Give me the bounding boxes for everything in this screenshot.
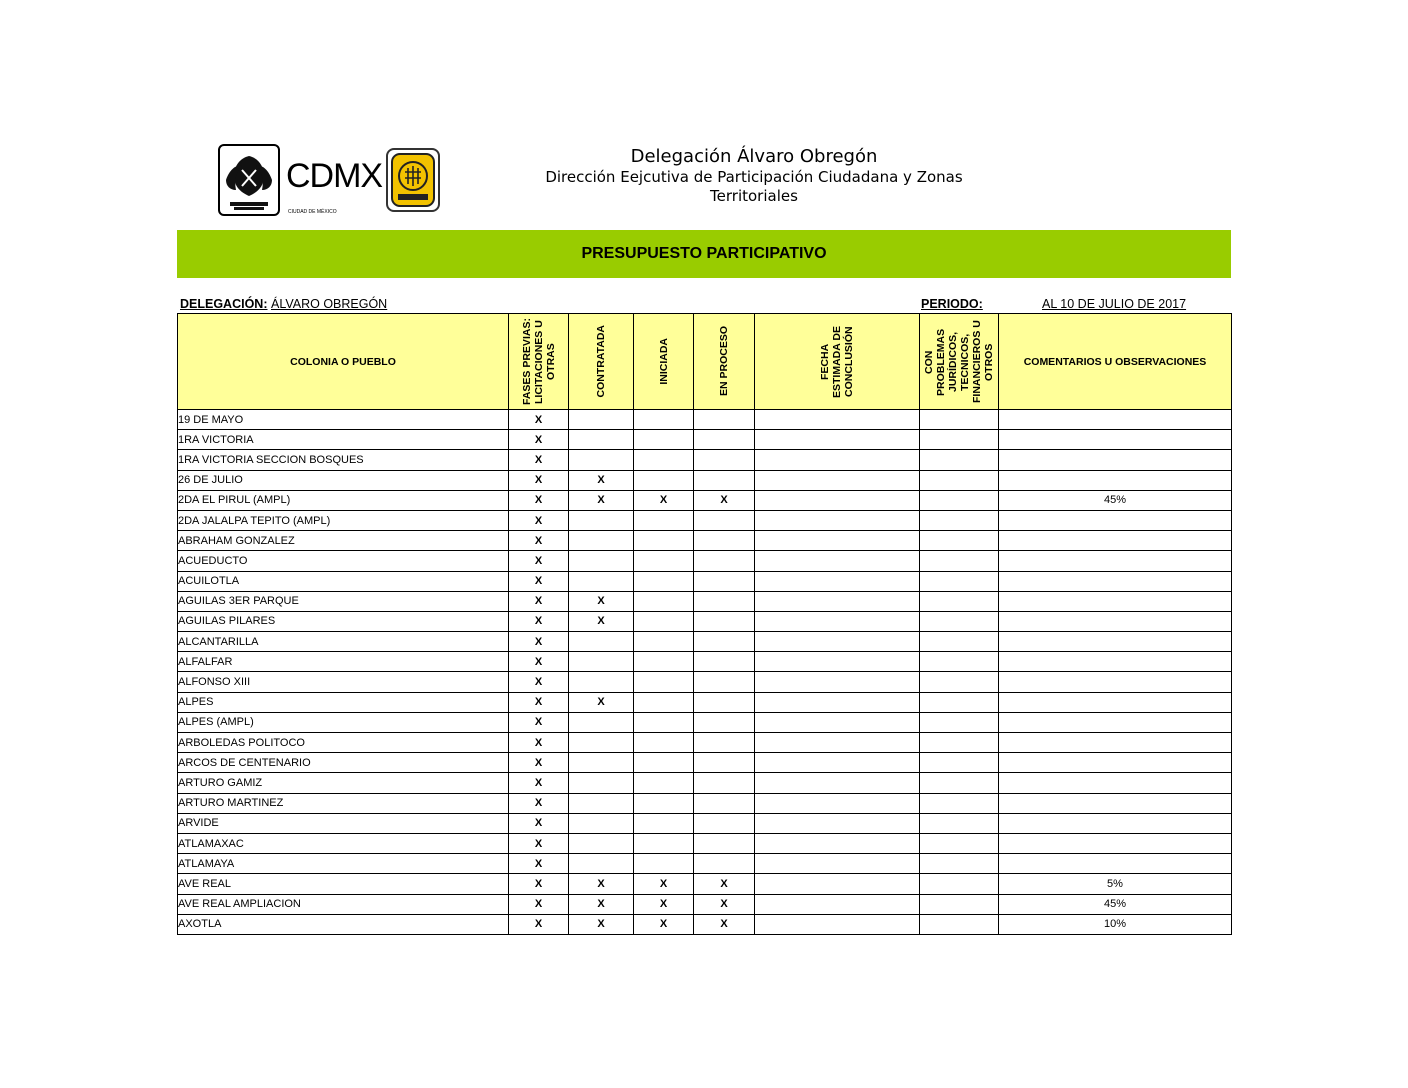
header-fecha bbox=[755, 314, 920, 410]
colonia-cell: ARTURO GAMIZ bbox=[178, 773, 509, 793]
iniciada-cell bbox=[634, 854, 694, 874]
fases-cell: X bbox=[509, 813, 569, 833]
periodo-label: PERIODO: bbox=[921, 297, 983, 311]
contratada-cell bbox=[569, 632, 634, 652]
table-row bbox=[178, 793, 1232, 813]
table-row bbox=[178, 591, 1232, 611]
iniciada-cell bbox=[634, 632, 694, 652]
fases-cell: X bbox=[509, 914, 569, 934]
iniciada-cell bbox=[634, 773, 694, 793]
table-row bbox=[178, 510, 1232, 530]
en-proceso-cell bbox=[694, 611, 755, 631]
contratada-cell bbox=[569, 813, 634, 833]
comentarios-cell: 5% bbox=[999, 874, 1232, 894]
en-proceso-cell bbox=[694, 793, 755, 813]
table-row bbox=[178, 571, 1232, 591]
fecha-cell bbox=[755, 672, 920, 692]
colonia-cell: AGUILAS PILARES bbox=[178, 611, 509, 631]
table-row bbox=[178, 914, 1232, 934]
en-proceso-cell bbox=[694, 450, 755, 470]
comentarios-cell bbox=[999, 854, 1232, 874]
iniciada-cell bbox=[634, 712, 694, 732]
fases-cell: X bbox=[509, 833, 569, 853]
iniciada-cell: X bbox=[634, 914, 694, 934]
comentarios-cell bbox=[999, 450, 1232, 470]
colonia-cell: AGUILAS 3ER PARQUE bbox=[178, 591, 509, 611]
header-en-proceso-label: EN PROCESO bbox=[718, 326, 730, 397]
fases-cell: X bbox=[509, 733, 569, 753]
delegacion-value: ÁLVARO OBREGÓN bbox=[270, 297, 388, 311]
fases-cell: X bbox=[509, 753, 569, 773]
en-proceso-cell bbox=[694, 813, 755, 833]
header-logos bbox=[218, 144, 440, 216]
comentarios-cell bbox=[999, 470, 1232, 490]
fecha-cell bbox=[755, 813, 920, 833]
contratada-cell bbox=[569, 712, 634, 732]
budget-status-table bbox=[177, 313, 1232, 935]
fases-cell: X bbox=[509, 793, 569, 813]
fecha-cell bbox=[755, 753, 920, 773]
fases-cell: X bbox=[509, 470, 569, 490]
contratada-cell bbox=[569, 672, 634, 692]
table-row bbox=[178, 672, 1232, 692]
fases-cell: X bbox=[509, 510, 569, 530]
header-iniciada-label: INICIADA bbox=[657, 338, 670, 385]
fases-cell: X bbox=[509, 430, 569, 450]
comentarios-cell bbox=[999, 753, 1232, 773]
contratada-cell bbox=[569, 450, 634, 470]
en-proceso-cell: X bbox=[694, 490, 755, 510]
contratada-cell bbox=[569, 733, 634, 753]
contratada-cell bbox=[569, 571, 634, 591]
comentarios-cell bbox=[999, 712, 1232, 732]
eagle-emblem-logo bbox=[218, 144, 280, 216]
contratada-cell: X bbox=[569, 591, 634, 611]
fecha-cell bbox=[755, 833, 920, 853]
contratada-cell bbox=[569, 652, 634, 672]
header-problemas bbox=[920, 314, 999, 410]
header-comentarios: COMENTARIOS U OBSERVACIONES bbox=[999, 314, 1232, 410]
contratada-cell: X bbox=[569, 692, 634, 712]
fases-cell: X bbox=[509, 672, 569, 692]
table-header-row bbox=[178, 314, 1232, 410]
table-row bbox=[178, 632, 1232, 652]
colonia-cell: 19 DE MAYO bbox=[178, 410, 509, 430]
header-en-proceso bbox=[694, 314, 755, 410]
iniciada-cell bbox=[634, 611, 694, 631]
header-fases-label: FASES PREVIAS: LICITACIONES U OTRAS bbox=[520, 318, 557, 405]
comentarios-cell bbox=[999, 571, 1232, 591]
iniciada-cell bbox=[634, 793, 694, 813]
table-row bbox=[178, 652, 1232, 672]
fases-cell: X bbox=[509, 894, 569, 914]
iniciada-cell bbox=[634, 672, 694, 692]
fecha-cell bbox=[755, 450, 920, 470]
problemas-cell bbox=[920, 611, 999, 631]
iniciada-cell bbox=[634, 510, 694, 530]
fases-cell: X bbox=[509, 692, 569, 712]
colonia-cell: 1RA VICTORIA bbox=[178, 430, 509, 450]
en-proceso-cell bbox=[694, 854, 755, 874]
en-proceso-cell bbox=[694, 733, 755, 753]
problemas-cell bbox=[920, 551, 999, 571]
problemas-cell bbox=[920, 733, 999, 753]
colonia-cell: AVE REAL AMPLIACION bbox=[178, 894, 509, 914]
problemas-cell bbox=[920, 591, 999, 611]
iniciada-cell: X bbox=[634, 874, 694, 894]
header-contratada-label: CONTRATADA bbox=[595, 325, 607, 398]
header-problemas-label: CON PROBLEMAS JURÍDICOS, TECNICOS, FINANCIEROS U OTROS bbox=[923, 320, 995, 403]
header-fecha-label: FECHA ESTIMADA DE CONCLUSIÓN bbox=[819, 325, 855, 398]
contratada-cell bbox=[569, 773, 634, 793]
delegacion-seal-logo bbox=[386, 148, 440, 212]
iniciada-cell bbox=[634, 813, 694, 833]
colonia-cell: ATLAMAXAC bbox=[178, 833, 509, 853]
iniciada-cell bbox=[634, 410, 694, 430]
table-row bbox=[178, 410, 1232, 430]
iniciada-cell bbox=[634, 733, 694, 753]
iniciada-cell bbox=[634, 430, 694, 450]
document-title: Delegación Álvaro Obregón bbox=[630, 146, 878, 167]
cdmx-logo bbox=[286, 157, 383, 215]
problemas-cell bbox=[920, 894, 999, 914]
colonia-cell: ALFONSO XIII bbox=[178, 672, 509, 692]
problemas-cell bbox=[920, 531, 999, 551]
colonia-cell: ACUILOTLA bbox=[178, 571, 509, 591]
fases-cell: X bbox=[509, 551, 569, 571]
section-banner bbox=[177, 230, 1231, 278]
comentarios-cell bbox=[999, 672, 1232, 692]
contratada-cell bbox=[569, 551, 634, 571]
en-proceso-cell bbox=[694, 470, 755, 490]
comentarios-cell: 45% bbox=[999, 490, 1232, 510]
problemas-cell bbox=[920, 470, 999, 490]
fases-cell: X bbox=[509, 854, 569, 874]
periodo-value: AL 10 DE JULIO DE 2017 bbox=[1042, 297, 1187, 311]
colonia-cell: 2DA JALALPA TEPITO (AMPL) bbox=[178, 510, 509, 530]
fecha-cell bbox=[755, 712, 920, 732]
table-row bbox=[178, 470, 1232, 490]
table-row bbox=[178, 733, 1232, 753]
iniciada-cell bbox=[634, 692, 694, 712]
table-row bbox=[178, 430, 1232, 450]
problemas-cell bbox=[920, 692, 999, 712]
fecha-cell bbox=[755, 591, 920, 611]
iniciada-cell: X bbox=[634, 490, 694, 510]
comentarios-cell: 45% bbox=[999, 894, 1232, 914]
table-body bbox=[178, 410, 1232, 935]
colonia-cell: ARVIDE bbox=[178, 813, 509, 833]
table-row bbox=[178, 450, 1232, 470]
header-fases bbox=[509, 314, 569, 410]
table-row bbox=[178, 833, 1232, 853]
fecha-cell bbox=[755, 510, 920, 530]
iniciada-cell bbox=[634, 551, 694, 571]
fecha-cell bbox=[755, 430, 920, 450]
en-proceso-cell: X bbox=[694, 874, 755, 894]
colonia-cell: 2DA EL PIRUL (AMPL) bbox=[178, 490, 509, 510]
colonia-cell: ALFALFAR bbox=[178, 652, 509, 672]
comentarios-cell bbox=[999, 551, 1232, 571]
problemas-cell bbox=[920, 571, 999, 591]
table-row bbox=[178, 854, 1232, 874]
en-proceso-cell: X bbox=[694, 914, 755, 934]
fecha-cell bbox=[755, 874, 920, 894]
fases-cell: X bbox=[509, 531, 569, 551]
document-subtitle-line1: Dirección Eejcutiva de Participación Ciudadana y Zonas bbox=[545, 168, 963, 186]
comentarios-cell bbox=[999, 430, 1232, 450]
problemas-cell bbox=[920, 773, 999, 793]
fases-cell: X bbox=[509, 450, 569, 470]
contratada-cell bbox=[569, 510, 634, 530]
table-row bbox=[178, 692, 1232, 712]
periodo-value-wrap bbox=[1042, 296, 1186, 312]
colonia-cell: ACUEDUCTO bbox=[178, 551, 509, 571]
comentarios-cell bbox=[999, 611, 1232, 631]
fases-cell: X bbox=[509, 712, 569, 732]
problemas-cell bbox=[920, 510, 999, 530]
problemas-cell bbox=[920, 712, 999, 732]
en-proceso-cell bbox=[694, 692, 755, 712]
problemas-cell bbox=[920, 490, 999, 510]
en-proceso-cell bbox=[694, 531, 755, 551]
header-colonia: COLONIA O PUEBLO bbox=[178, 314, 509, 410]
fecha-cell bbox=[755, 733, 920, 753]
problemas-cell bbox=[920, 914, 999, 934]
document-header bbox=[540, 146, 968, 206]
delegacion-meta bbox=[180, 296, 387, 312]
en-proceso-cell bbox=[694, 712, 755, 732]
table-row bbox=[178, 813, 1232, 833]
contratada-cell bbox=[569, 430, 634, 450]
problemas-cell bbox=[920, 753, 999, 773]
contratada-cell: X bbox=[569, 470, 634, 490]
colonia-cell: ARCOS DE CENTENARIO bbox=[178, 753, 509, 773]
comentarios-cell bbox=[999, 410, 1232, 430]
en-proceso-cell bbox=[694, 430, 755, 450]
iniciada-cell: X bbox=[634, 894, 694, 914]
table-row bbox=[178, 712, 1232, 732]
contratada-cell: X bbox=[569, 611, 634, 631]
en-proceso-cell bbox=[694, 510, 755, 530]
problemas-cell bbox=[920, 854, 999, 874]
problemas-cell bbox=[920, 672, 999, 692]
colonia-cell: ATLAMAYA bbox=[178, 854, 509, 874]
table-row bbox=[178, 611, 1232, 631]
contratada-cell bbox=[569, 833, 634, 853]
cdmx-logo-text: CDMX bbox=[286, 157, 383, 195]
contratada-cell: X bbox=[569, 914, 634, 934]
en-proceso-cell: X bbox=[694, 894, 755, 914]
contratada-cell: X bbox=[569, 874, 634, 894]
colonia-cell: AVE REAL bbox=[178, 874, 509, 894]
problemas-cell bbox=[920, 793, 999, 813]
colonia-cell: AXOTLA bbox=[178, 914, 509, 934]
table-row bbox=[178, 551, 1232, 571]
colonia-cell: ALPES (AMPL) bbox=[178, 712, 509, 732]
fases-cell: X bbox=[509, 611, 569, 631]
en-proceso-cell bbox=[694, 632, 755, 652]
comentarios-cell bbox=[999, 692, 1232, 712]
comentarios-cell bbox=[999, 833, 1232, 853]
iniciada-cell bbox=[634, 531, 694, 551]
fases-cell: X bbox=[509, 571, 569, 591]
comentarios-cell bbox=[999, 813, 1232, 833]
header-iniciada bbox=[634, 314, 694, 410]
fecha-cell bbox=[755, 571, 920, 591]
en-proceso-cell bbox=[694, 551, 755, 571]
fases-cell: X bbox=[509, 874, 569, 894]
iniciada-cell bbox=[634, 470, 694, 490]
contratada-cell bbox=[569, 410, 634, 430]
comentarios-cell bbox=[999, 591, 1232, 611]
iniciada-cell bbox=[634, 652, 694, 672]
problemas-cell bbox=[920, 450, 999, 470]
colonia-cell: ALPES bbox=[178, 692, 509, 712]
en-proceso-cell bbox=[694, 591, 755, 611]
comentarios-cell bbox=[999, 632, 1232, 652]
iniciada-cell bbox=[634, 833, 694, 853]
contratada-cell bbox=[569, 753, 634, 773]
fecha-cell bbox=[755, 894, 920, 914]
fecha-cell bbox=[755, 632, 920, 652]
fecha-cell bbox=[755, 470, 920, 490]
delegacion-label: DELEGACIÓN: bbox=[180, 297, 268, 311]
fecha-cell bbox=[755, 490, 920, 510]
en-proceso-cell bbox=[694, 410, 755, 430]
periodo-meta bbox=[921, 296, 983, 312]
comentarios-cell bbox=[999, 773, 1232, 793]
en-proceso-cell bbox=[694, 753, 755, 773]
fecha-cell bbox=[755, 793, 920, 813]
header-contratada bbox=[569, 314, 634, 410]
fases-cell: X bbox=[509, 591, 569, 611]
problemas-cell bbox=[920, 833, 999, 853]
contratada-cell bbox=[569, 531, 634, 551]
contratada-cell: X bbox=[569, 490, 634, 510]
fases-cell: X bbox=[509, 490, 569, 510]
contratada-cell: X bbox=[569, 894, 634, 914]
problemas-cell bbox=[920, 813, 999, 833]
comentarios-cell bbox=[999, 531, 1232, 551]
colonia-cell: ABRAHAM GONZALEZ bbox=[178, 531, 509, 551]
en-proceso-cell bbox=[694, 652, 755, 672]
fecha-cell bbox=[755, 914, 920, 934]
fecha-cell bbox=[755, 611, 920, 631]
colonia-cell: 26 DE JULIO bbox=[178, 470, 509, 490]
en-proceso-cell bbox=[694, 672, 755, 692]
fecha-cell bbox=[755, 531, 920, 551]
iniciada-cell bbox=[634, 571, 694, 591]
fases-cell: X bbox=[509, 632, 569, 652]
comentarios-cell: 10% bbox=[999, 914, 1232, 934]
fecha-cell bbox=[755, 551, 920, 571]
fecha-cell bbox=[755, 410, 920, 430]
table-row bbox=[178, 874, 1232, 894]
problemas-cell bbox=[920, 632, 999, 652]
comentarios-cell bbox=[999, 793, 1232, 813]
fases-cell: X bbox=[509, 652, 569, 672]
table-row bbox=[178, 490, 1232, 510]
fases-cell: X bbox=[509, 410, 569, 430]
iniciada-cell bbox=[634, 753, 694, 773]
comentarios-cell bbox=[999, 652, 1232, 672]
fecha-cell bbox=[755, 692, 920, 712]
contratada-cell bbox=[569, 793, 634, 813]
table-row bbox=[178, 531, 1232, 551]
problemas-cell bbox=[920, 410, 999, 430]
fecha-cell bbox=[755, 854, 920, 874]
fases-cell: X bbox=[509, 773, 569, 793]
problemas-cell bbox=[920, 874, 999, 894]
problemas-cell bbox=[920, 652, 999, 672]
iniciada-cell bbox=[634, 450, 694, 470]
table-row bbox=[178, 773, 1232, 793]
iniciada-cell bbox=[634, 591, 694, 611]
colonia-cell: 1RA VICTORIA SECCION BOSQUES bbox=[178, 450, 509, 470]
colonia-cell: ARTURO MARTINEZ bbox=[178, 793, 509, 813]
fecha-cell bbox=[755, 773, 920, 793]
table-row bbox=[178, 753, 1232, 773]
comentarios-cell bbox=[999, 733, 1232, 753]
fecha-cell bbox=[755, 652, 920, 672]
colonia-cell: ARBOLEDAS POLITOCO bbox=[178, 733, 509, 753]
table-row bbox=[178, 894, 1232, 914]
comentarios-cell bbox=[999, 510, 1232, 530]
contratada-cell bbox=[569, 854, 634, 874]
problemas-cell bbox=[920, 430, 999, 450]
banner-title: PRESUPUESTO PARTICIPATIVO bbox=[581, 245, 827, 262]
cdmx-logo-subtext: CIUDAD DE MÉXICO bbox=[288, 209, 337, 215]
en-proceso-cell bbox=[694, 833, 755, 853]
en-proceso-cell bbox=[694, 571, 755, 591]
en-proceso-cell bbox=[694, 773, 755, 793]
colonia-cell: ALCANTARILLA bbox=[178, 632, 509, 652]
document-subtitle-line2: Territoriales bbox=[710, 187, 798, 205]
